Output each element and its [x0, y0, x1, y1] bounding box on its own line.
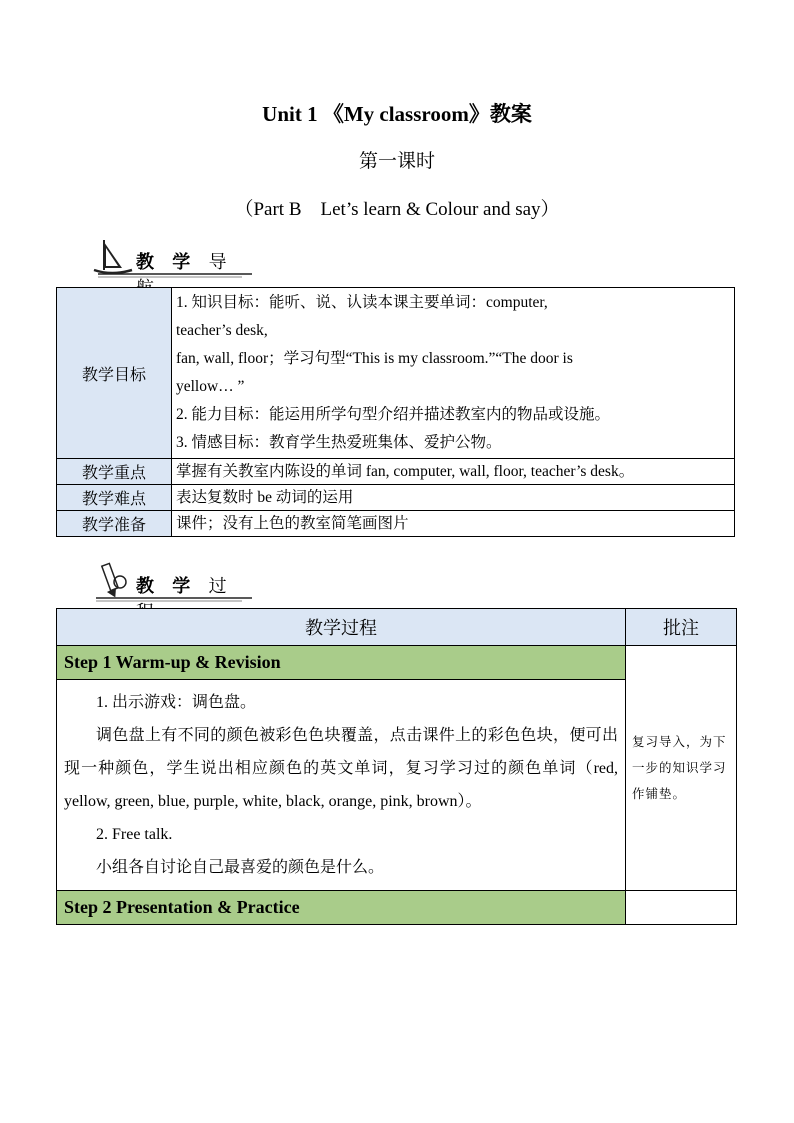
table-row	[57, 511, 735, 537]
goal-line: 3. 情感目标：教育学生热爱班集体、爱护公物。	[176, 434, 502, 451]
lesson-subtitle: 第一课时	[358, 151, 435, 172]
step2-title: Step 2 Presentation & Practice	[57, 891, 626, 925]
table-row	[57, 646, 737, 680]
nav-heading-bold: 教 学	[136, 252, 197, 273]
nav-section-heading	[92, 236, 262, 280]
table-header-row	[57, 609, 737, 646]
process-section-heading	[92, 560, 262, 604]
process-heading-bold: 教 学	[136, 576, 197, 597]
process-table	[56, 608, 737, 925]
goal-content	[172, 288, 735, 459]
step1-paragraph: 小组各自讨论自己最喜爱的颜色是什么。	[96, 859, 385, 876]
step1-paragraph: 调色盘上有不同的颜色被彩色色块覆盖，点击课件上的彩色色块，便可出现一种颜色，学生说出相应颜色的英文单词，复习学习过的颜色单词（red, yellow, green, blue, purple, white, black, orange, pink, brown）。	[64, 727, 618, 810]
goal-line: yellow… ”	[176, 378, 245, 395]
goals-table	[56, 287, 735, 537]
difficulty-content: 表达复数时 be 动词的运用	[172, 485, 735, 511]
preparation-label: 教学准备	[57, 511, 172, 537]
key-points-content: 掌握有关教室内陈设的单词 fan, computer, wall, floor, teacher’s desk。	[172, 459, 735, 485]
goal-line: 1. 知识目标：能听、说、认读本课主要单词：computer,	[176, 294, 548, 311]
table-row	[57, 288, 735, 459]
goal-line: fan, wall, floor；学习句型“This is my classroom.”“The door is	[176, 350, 573, 367]
step2-note	[626, 891, 737, 925]
step1-paragraph: 2. Free talk.	[96, 826, 173, 843]
difficulty-label: 教学难点	[57, 485, 172, 511]
column-header-process: 教学过程	[57, 609, 626, 646]
lesson-part: （Part B Let’s learn & Colour and say）	[234, 199, 560, 220]
key-points-label: 教学重点	[57, 459, 172, 485]
goal-line: teacher’s desk,	[176, 322, 268, 339]
step1-note: 复习导入，为下一步的知识学习作铺垫。	[626, 646, 737, 891]
step1-paragraph: 1. 出示游戏：调色盘。	[96, 694, 257, 711]
process-heading-light: 过	[208, 576, 233, 597]
step1-body	[57, 680, 626, 891]
table-row	[57, 891, 737, 925]
column-header-notes: 批注	[626, 609, 737, 646]
nav-heading-light: 导	[208, 252, 233, 273]
goal-label: 教学目标	[57, 288, 172, 459]
table-row	[57, 459, 735, 485]
goal-line: 2. 能力目标：能运用所学句型介绍并描述教室内的物品或设施。	[176, 406, 611, 423]
step1-title: Step 1 Warm-up & Revision	[57, 646, 626, 680]
preparation-content: 课件；没有上色的教室简笔画图片	[172, 511, 735, 537]
table-row	[57, 485, 735, 511]
document-title: Unit 1 《My classroom》教案	[262, 102, 532, 126]
